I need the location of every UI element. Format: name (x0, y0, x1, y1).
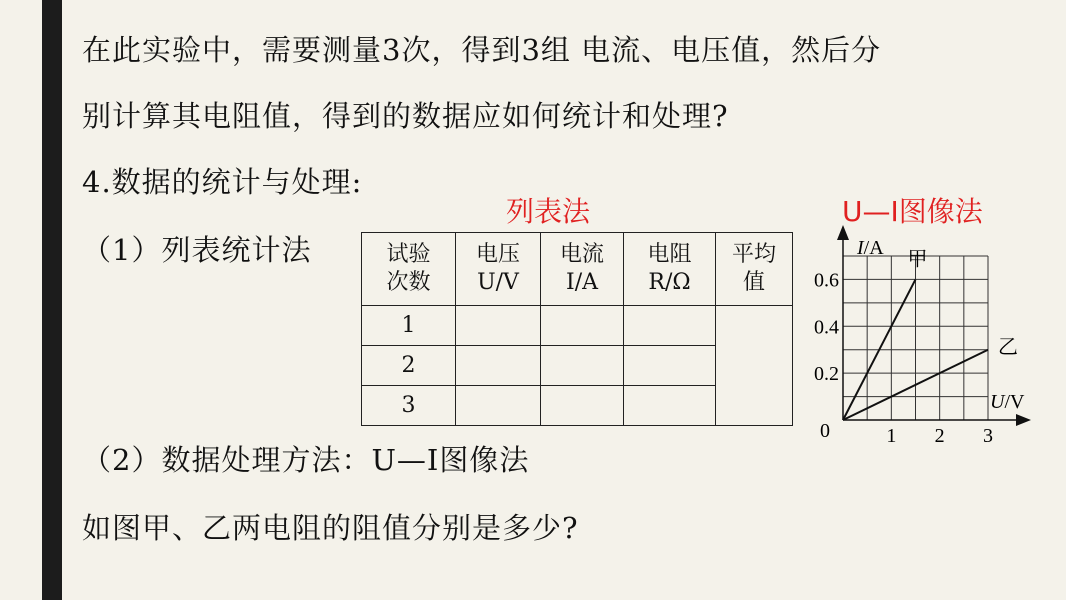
average-cell (716, 306, 793, 426)
x-tick-label: 3 (983, 425, 993, 447)
ui-graph (800, 222, 1040, 452)
x-tick-label: 2 (934, 425, 945, 447)
question-line: 如图甲、乙两电阻的阻值分别是多少? (82, 511, 579, 545)
header-resistance: 电阻 R/Ω (624, 233, 716, 306)
header-average: 平均 值 (716, 233, 793, 306)
table-header-row (362, 233, 793, 306)
current-cell (541, 346, 624, 386)
y-axis-label: I/A (857, 237, 884, 259)
y-tick-label: 0.6 (814, 269, 839, 292)
voltage-cell (456, 386, 541, 426)
row-trial-number: 3 (362, 386, 456, 426)
table-row (362, 306, 793, 346)
method-2-label: （2）数据处理方法：U—I图像法 (82, 443, 530, 477)
y-tick-label: 0.4 (814, 316, 839, 339)
header-voltage: 电压 U/V (456, 233, 541, 306)
data-table (361, 232, 793, 426)
method-1-label: （1）列表统计法 (82, 233, 312, 267)
series-label: 甲 (907, 246, 928, 271)
intro-line-2: 别计算其电阻值，得到的数据应如何统计和处理? (82, 99, 729, 133)
header-trial-count: 试验 次数 (362, 233, 456, 306)
slide-left-bar (42, 0, 62, 600)
resistance-cell (624, 346, 716, 386)
intro-line-1: 在此实验中，需要测量3次，得到3组 电流、电压值，然后分 (82, 33, 882, 67)
current-cell (541, 306, 624, 346)
current-cell (541, 386, 624, 426)
voltage-cell (456, 346, 541, 386)
section-heading: 4.数据的统计与处理: (82, 165, 363, 199)
series-label: 乙 (998, 334, 1018, 359)
x-axis-label: U/V (990, 391, 1025, 413)
voltage-cell (456, 306, 541, 346)
table-method-heading: 列表法 (506, 195, 591, 228)
row-trial-number: 1 (362, 306, 456, 346)
row-trial-number: 2 (362, 346, 456, 386)
header-current: 电流 I/A (541, 233, 624, 306)
y-tick-label: 0.2 (814, 363, 839, 386)
graph-method-heading: U—I图像法 (842, 195, 983, 228)
resistance-cell (624, 386, 716, 426)
origin-label: 0 (820, 420, 830, 442)
resistance-cell (624, 306, 716, 346)
x-tick-label: 1 (886, 425, 897, 447)
